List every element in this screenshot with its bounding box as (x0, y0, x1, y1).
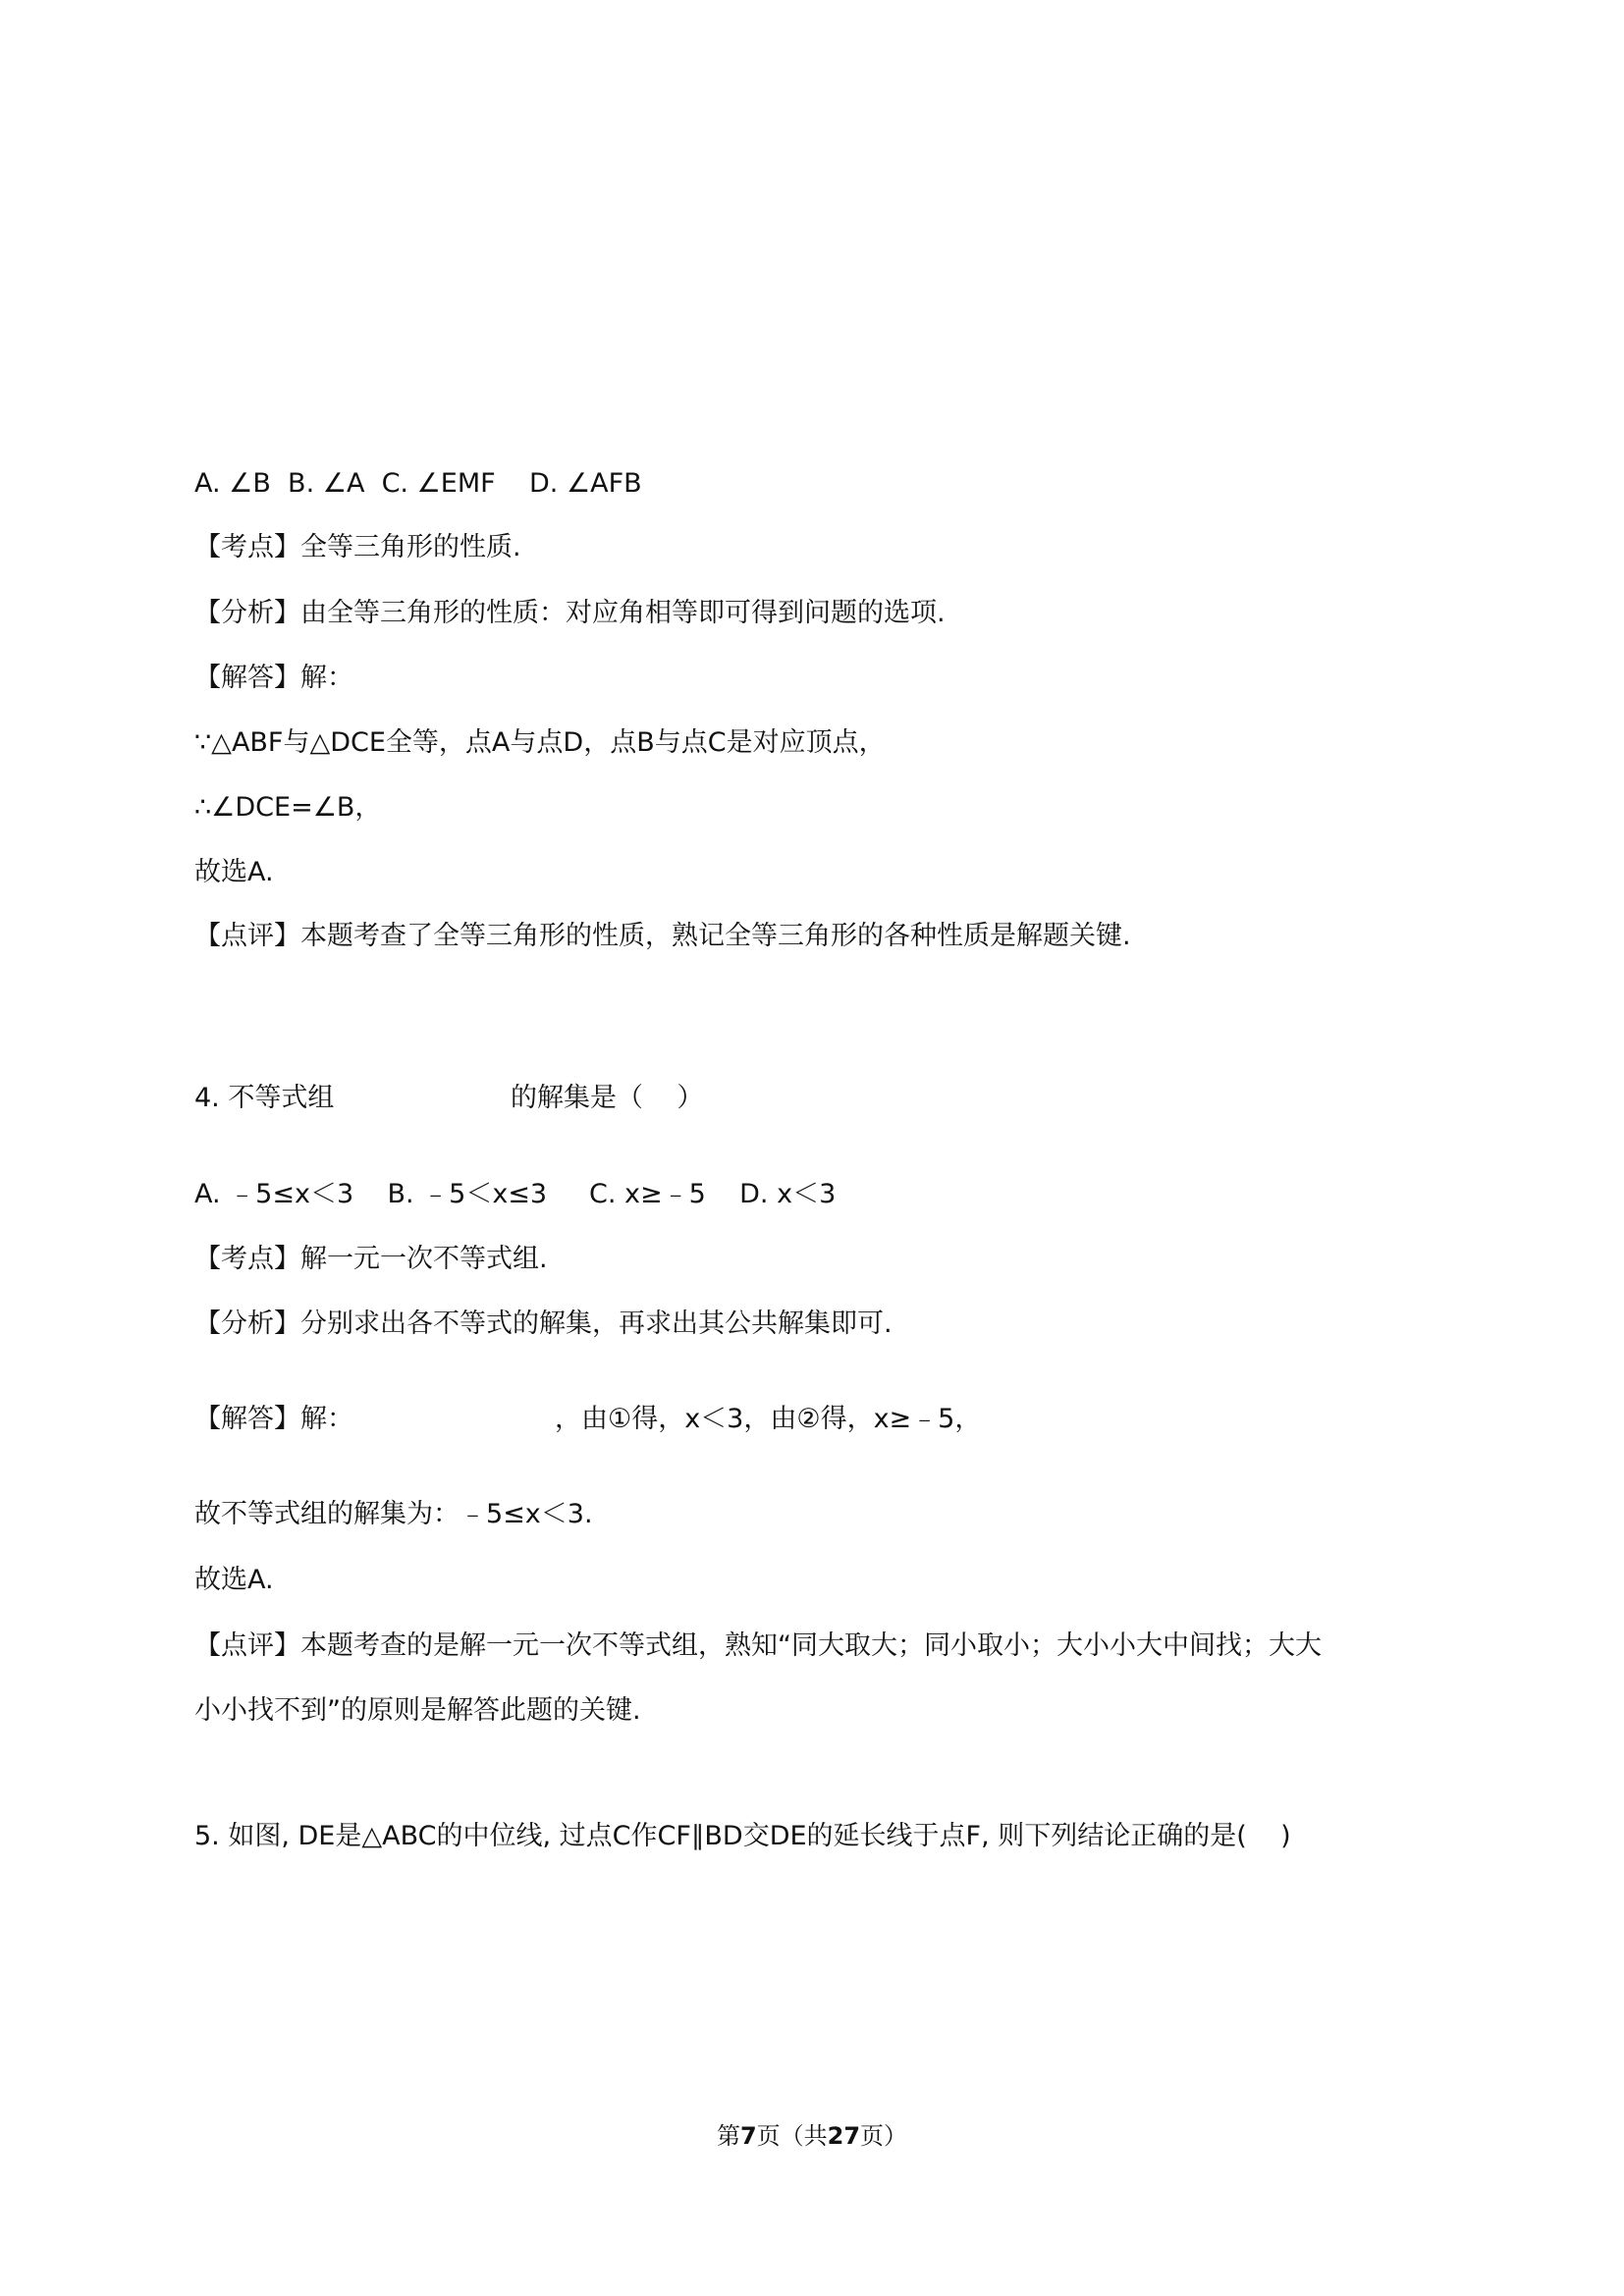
q4-options: A. ﹣5≤x＜3 B. ﹣5＜x≤3 C. x≥﹣5 D. x＜3 (194, 1179, 837, 1209)
q3-choice: 故选A. (194, 857, 274, 887)
q5-stem: 5. 如图, DE是△ABC的中位线, 过点C作CF∥BD交DE的延长线于点F, 则下列结论正确的是( ) (194, 1821, 1291, 1851)
q4-dianping-2: 小小找不到”的原则是解答此题的关键. (194, 1695, 641, 1726)
q4-fenxi: 【分析】分别求出各不等式的解集，再求出其公共解集即可. (194, 1308, 893, 1339)
q3-dianping: 【点评】本题考查了全等三角形的性质，熟记全等三角形的各种性质是解题关键. (194, 921, 1131, 951)
q4-stem-right: 的解集是（ ） (511, 1083, 704, 1113)
q3-fenxi: 【分析】由全等三角形的性质：对应角相等即可得到问题的选项. (194, 598, 946, 628)
q4-stem-left: 4. 不等式组 (194, 1083, 335, 1113)
footer-prefix: 第 (716, 2122, 740, 2150)
q3-kaodian: 【考点】全等三角形的性质. (194, 532, 521, 562)
footer-suffix: 页） (860, 2122, 908, 2150)
q3-jieda: 【解答】解： (194, 663, 353, 693)
footer-middle: 页（共 (756, 2122, 828, 2150)
q4-jieda-right: ，由①得，x＜3，由②得，x≥﹣5， (555, 1404, 982, 1434)
q3-options: A. ∠B B. ∠A C. ∠EMF D. ∠AFB (194, 468, 642, 499)
q4-conclusion: 故不等式组的解集为：﹣5≤x＜3. (194, 1499, 593, 1529)
footer-page-number: 7 (739, 2122, 757, 2150)
footer-total-pages: 27 (827, 2122, 861, 2150)
q3-step2: ∴∠DCE=∠B， (194, 792, 382, 823)
q4-jieda-left: 【解答】解： (194, 1404, 353, 1434)
q4-dianping-1: 【点评】本题考查的是解一元一次不等式组，熟知“同大取大；同小取小；大小小大中间找；大大 (194, 1630, 1322, 1661)
q4-choice: 故选A. (194, 1565, 274, 1595)
q3-step1: ∵△ABF与△DCE全等，点A与点D，点B与点C是对应顶点， (194, 727, 886, 758)
page-footer (0, 2116, 1624, 2151)
q4-kaodian: 【考点】解一元一次不等式组. (194, 1244, 548, 1274)
